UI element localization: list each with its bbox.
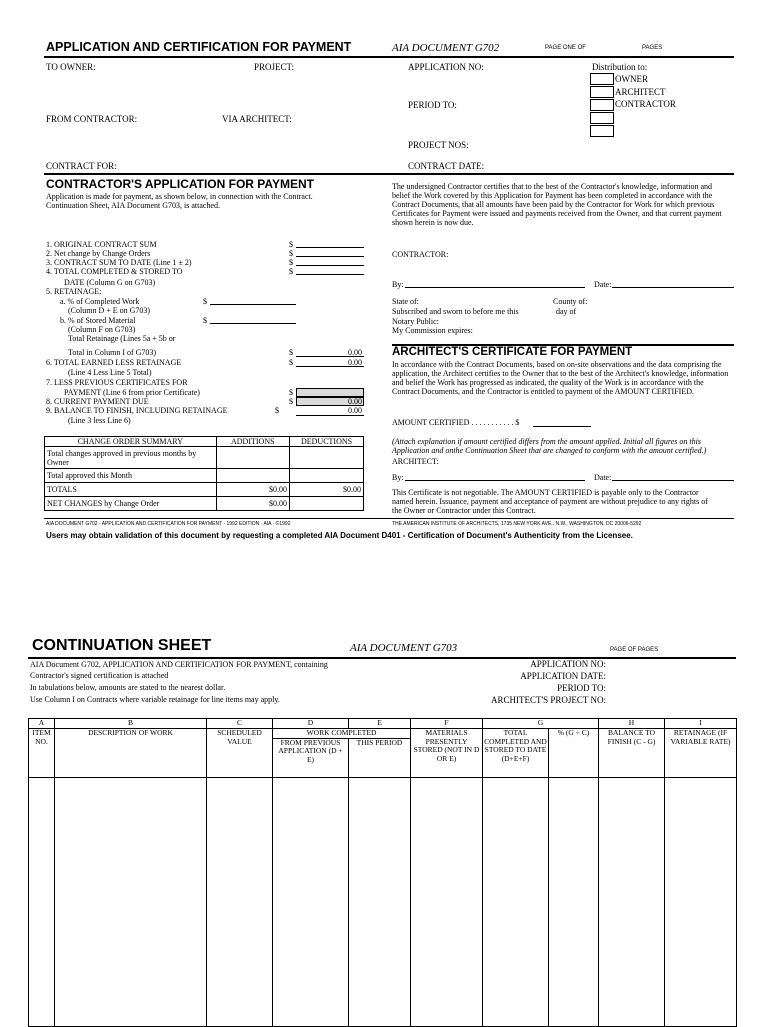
- subscribed-label: Subscribed and sworn to before me this: [392, 307, 519, 316]
- g703-architects-project-no: ARCHITECT'S PROJECT NO:: [491, 695, 606, 705]
- not-negotiable-text: This Certificate is not negotiable. The AMOUNT CERTIFIED is payable only to the Contractor named herein. Issuance, payment and acceptance of payment are without prejudice to any rights of the Owner or Contractor under this Contract.: [392, 488, 708, 515]
- cell-total-completed[interactable]: [483, 777, 549, 1026]
- validation-notice: Users may obtain validation of this document by requesting a completed AIA Document D401 - Certification of Document's Authenticity from the Licensee.: [46, 531, 633, 540]
- line-5a-sub: (Column D + E on G703): [68, 306, 151, 315]
- line-5-total-value: 0.00: [348, 348, 362, 357]
- g703-header-rule: [28, 657, 736, 659]
- line-3-label: 3. CONTRACT SUM TO DATE (Line 1 ± 2): [46, 258, 192, 267]
- project-label: PROJECT:: [254, 62, 295, 72]
- application-intro: Application is made for payment, as shown below, in connection with the Contract. Continuation Sheet, AIA Document G703, is attached.: [46, 192, 313, 210]
- col-header-work-completed: WORK COMPLETED: [273, 729, 411, 739]
- co-header-deductions: DEDUCTIONS: [290, 437, 364, 447]
- co-row-this-month: Total approved this Month: [45, 469, 217, 483]
- contractor-by-field[interactable]: [405, 287, 585, 288]
- line-2-dollar: $: [289, 249, 293, 258]
- line-5a-dollar: $: [203, 297, 207, 306]
- line-6-sub: (Line 4 Less Line 5 Total): [68, 368, 152, 377]
- co-row-previous-deductions[interactable]: [290, 447, 364, 469]
- attach-explanation: (Attach explanation if amount certified differs from the amount applied. Initial all figures on this Application and onthe Continuation Sheet that are changed to conform with the amount certified.): [392, 437, 707, 455]
- day-of-label: day of: [556, 307, 577, 316]
- col-letter-a: A: [29, 719, 55, 729]
- footer-left: AIA DOCUMENT G702 · APPLICATION AND CERTIFICATION FOR PAYMENT · 1992 EDITION · AIA · ©1992: [46, 521, 291, 527]
- col-letter-g: G: [483, 719, 599, 729]
- distribution-owner-label: OWNER: [615, 74, 648, 84]
- g703-intro-1: AIA Document G702, APPLICATION AND CERTIFICATION FOR PAYMENT, containing: [30, 660, 328, 669]
- county-of-label: County of:: [553, 297, 588, 306]
- cell-retainage[interactable]: [665, 777, 737, 1026]
- contractor-label: CONTRACTOR:: [392, 250, 449, 259]
- line-6-value: 0.00: [348, 358, 362, 367]
- col-header-this-period: THIS PERIOD: [349, 738, 411, 777]
- co-header-additions: ADDITIONS: [216, 437, 290, 447]
- col-letter-h: H: [599, 719, 665, 729]
- co-row-this-month-additions[interactable]: [216, 469, 290, 483]
- col-header-total-completed: TOTAL COMPLETED AND STORED TO DATE (D+E+F): [483, 729, 549, 778]
- col-header-retainage: RETAINAGE (IF VARIABLE RATE): [665, 729, 737, 778]
- state-of-label: State of:: [392, 297, 419, 306]
- line-8-label: 8. CURRENT PAYMENT DUE: [46, 397, 149, 406]
- line-5b-sub: (Column F on G703): [68, 325, 136, 334]
- line-4-sub: DATE (Column G on G703): [64, 278, 156, 287]
- co-totals-deductions: $0.00: [290, 483, 364, 497]
- contractor-date-field[interactable]: [612, 287, 734, 288]
- line-6-label: 6. TOTAL EARNED LESS RETAINAGE: [46, 358, 182, 367]
- line-5a-label: a. % of Completed Work: [60, 297, 140, 306]
- contractor-application-heading: CONTRACTOR'S APPLICATION FOR PAYMENT: [46, 177, 314, 191]
- to-owner-label: TO OWNER:: [46, 62, 96, 72]
- cell-from-previous[interactable]: [273, 777, 349, 1026]
- page-one-of: PAGE ONE OF: [545, 45, 586, 51]
- line-6-underline: [296, 366, 364, 367]
- section-rule: [44, 173, 734, 175]
- co-row-totals: TOTALS: [45, 483, 217, 497]
- line-1-label: 1. ORIGINAL CONTRACT SUM: [46, 240, 157, 249]
- co-row-this-month-deductions[interactable]: [290, 469, 364, 483]
- co-net-value: $0.00: [216, 497, 290, 511]
- g702-doc-id: AIA DOCUMENT G702: [392, 42, 500, 54]
- col-header-item-no: ITEM NO.: [29, 729, 55, 778]
- line-5-label: 5. RETAINAGE:: [46, 287, 102, 296]
- col-header-scheduled-value: SCHEDULED VALUE: [207, 729, 273, 778]
- amount-certified-label: AMOUNT CERTIFIED . . . . . . . . . . . $: [392, 418, 520, 427]
- co-totals-additions: $0.00: [216, 483, 290, 497]
- distribution-contractor-label: CONTRACTOR: [615, 99, 676, 109]
- col-letter-e: E: [349, 719, 411, 729]
- line-2-label: 2. Net change by Change Orders: [46, 249, 151, 258]
- cell-percent[interactable]: [549, 777, 599, 1026]
- g703-period-to: PERIOD TO:: [557, 683, 606, 693]
- footer-right: THE AMERICAN INSTITUTE OF ARCHITECTS, 1735 NEW YORK AVE., N.W., WASHINGTON, DC 20006-5292: [392, 521, 642, 527]
- col-letter-c: C: [207, 719, 273, 729]
- cell-balance[interactable]: [599, 777, 665, 1026]
- line-9-underline: [296, 415, 364, 416]
- continuation-table: [28, 718, 737, 1027]
- line-8-value: 0.00: [348, 397, 362, 406]
- line-1-field[interactable]: [296, 247, 364, 248]
- line-7-sub: PAYMENT (Line 6 from prior Certificate): [64, 388, 200, 397]
- line-5a-field[interactable]: [210, 304, 296, 305]
- via-architect-label: VIA ARCHITECT:: [222, 114, 292, 124]
- col-letter-i: I: [665, 719, 737, 729]
- architect-date-label: Date:: [594, 473, 612, 482]
- contractor-date-label: Date:: [594, 280, 612, 289]
- line-4-field[interactable]: [296, 274, 364, 275]
- line-4-label: 4. TOTAL COMPLETED & STORED TO: [46, 267, 183, 276]
- distribution-label: Distribution to:: [592, 62, 648, 72]
- continuation-sheet-title: CONTINUATION SHEET: [32, 637, 212, 654]
- g703-application-date: APPLICATION DATE:: [520, 671, 606, 681]
- col-header-from-previous: FROM PREVIOUS APPLICATION (D + E): [273, 738, 349, 777]
- line-3-dollar: $: [289, 258, 293, 267]
- line-9-value: 0.00: [348, 406, 362, 415]
- col-letter-d: D: [273, 719, 349, 729]
- g703-intro-2: Contractor's signed certification is attached: [30, 671, 169, 680]
- distribution-blank-checkbox-1[interactable]: [590, 112, 614, 124]
- architect-cert-heading: ARCHITECT'S CERTIFICATE FOR PAYMENT: [392, 346, 633, 358]
- col-header-description: DESCRIPTION OF WORK: [55, 729, 207, 778]
- co-net-blank: [290, 497, 364, 511]
- contractor-by-label: By:: [392, 280, 404, 289]
- commission-label: My Commission expires:: [392, 326, 473, 335]
- notary-label: Notary Public:: [392, 317, 439, 326]
- distribution-architect-label: ARCHITECT: [615, 87, 666, 97]
- distribution-owner-checkbox[interactable]: [590, 73, 614, 85]
- line-7-dollar: $: [289, 388, 293, 397]
- period-to-label: PERIOD TO:: [408, 100, 457, 110]
- co-header-summary: CHANGE ORDER SUMMARY: [45, 437, 217, 447]
- g703-intro-3: In tabulations below, amounts are stated to the nearest dollar.: [30, 683, 226, 692]
- line-8-dollar: $: [289, 397, 293, 406]
- line-5b-label: b. % of Stored Material: [60, 316, 136, 325]
- co-row-previous: Total changes approved in previous months by Owner: [45, 447, 217, 469]
- line-5b-dollar: $: [203, 316, 207, 325]
- distribution-contractor-checkbox[interactable]: [590, 99, 614, 111]
- line-9-dollar: $: [275, 406, 279, 415]
- col-header-materials-stored: MATERIALS PRESENTLY STORED (NOT IN D OR E): [411, 729, 483, 778]
- co-row-previous-additions[interactable]: [216, 447, 290, 469]
- amount-certified-field[interactable]: [533, 426, 591, 427]
- line-4-dollar: $: [289, 267, 293, 276]
- line-3-field[interactable]: [296, 265, 364, 266]
- line-6-dollar: $: [289, 358, 293, 367]
- col-header-balance: BALANCE TO FINISH (C - G): [599, 729, 665, 778]
- cell-this-period[interactable]: [349, 777, 411, 1026]
- col-header-percent: % (G ÷ C): [549, 729, 599, 778]
- pages-label: PAGES: [642, 45, 663, 51]
- architect-label: ARCHITECT:: [392, 457, 439, 466]
- line-5c-label: Total Retainage (Lines 5a + 5b or: [68, 334, 176, 343]
- line-5d-label: Total in Column I of G703): [68, 348, 157, 357]
- cell-description[interactable]: [55, 777, 207, 1026]
- distribution-blank-checkbox-2[interactable]: [590, 125, 614, 137]
- line-9-label: 9. BALANCE TO FINISH, INCLUDING RETAINAGE: [46, 406, 228, 415]
- architect-by-label: By:: [392, 473, 404, 482]
- from-contractor-label: FROM CONTRACTOR:: [46, 114, 138, 124]
- line-5b-field[interactable]: [210, 323, 296, 324]
- distribution-architect-checkbox[interactable]: [590, 86, 614, 98]
- application-no-label: APPLICATION NO:: [408, 62, 484, 72]
- cell-item-no[interactable]: [29, 777, 55, 1026]
- line-5-total-underline: [296, 356, 364, 357]
- cell-scheduled-value[interactable]: [207, 777, 273, 1026]
- cell-materials-stored[interactable]: [411, 777, 483, 1026]
- line-1-dollar: $: [289, 240, 293, 249]
- line-5-total-dollar: $: [289, 348, 293, 357]
- g703-page-of-pages: PAGE OF PAGES: [610, 647, 659, 653]
- contract-for-label: CONTRACT FOR:: [46, 161, 117, 171]
- g703-intro-4: Use Column I on Contracts where variable retainage for line items may apply.: [30, 695, 280, 704]
- change-order-summary-table: [44, 436, 364, 511]
- g702-title: APPLICATION AND CERTIFICATION FOR PAYMENT: [46, 40, 352, 54]
- architect-by-field[interactable]: [405, 480, 585, 481]
- g703-doc-id: AIA DOCUMENT G703: [350, 642, 458, 654]
- project-nos-label: PROJECT NOS:: [408, 140, 469, 150]
- line-7-field[interactable]: [296, 388, 364, 397]
- header-rule: [44, 56, 734, 58]
- line-7-label: 7. LESS PREVIOUS CERTIFICATES FOR: [46, 378, 188, 387]
- footer-rule: [44, 518, 734, 519]
- col-letter-f: F: [411, 719, 483, 729]
- co-row-net: NET CHANGES by Change Order: [45, 497, 217, 511]
- line-2-field[interactable]: [296, 256, 364, 257]
- line-9-sub: (Line 3 less Line 6): [68, 416, 131, 425]
- architect-date-field[interactable]: [612, 480, 734, 481]
- contractor-cert-text: The undersigned Contractor certifies that to the best of the Contractor's knowledge, information and belief the Work covered by this Application for Payment has been completed in accordance with the Contract Documents, that all amounts have been paid by the Contractor for Work for which previous Certificates for Payment were issued and payments received from the Owner, and that current payment shown herein is now due.: [392, 182, 722, 227]
- g703-application-no: APPLICATION NO:: [530, 659, 606, 669]
- col-letter-b: B: [55, 719, 207, 729]
- contract-date-label: CONTRACT DATE:: [408, 161, 485, 171]
- architect-cert-text: In accordance with the Contract Documents, based on on-site observations and the data comprising the application, the Architect certifies to the Owner that to the best of the Architect's knowledge, information and belief the Work has progressed as indicated, the quality of the Work is in accordance with the Contract Documents, and the Contractor is entitled to payment of the AMOUNT CERTIFIED.: [392, 360, 729, 396]
